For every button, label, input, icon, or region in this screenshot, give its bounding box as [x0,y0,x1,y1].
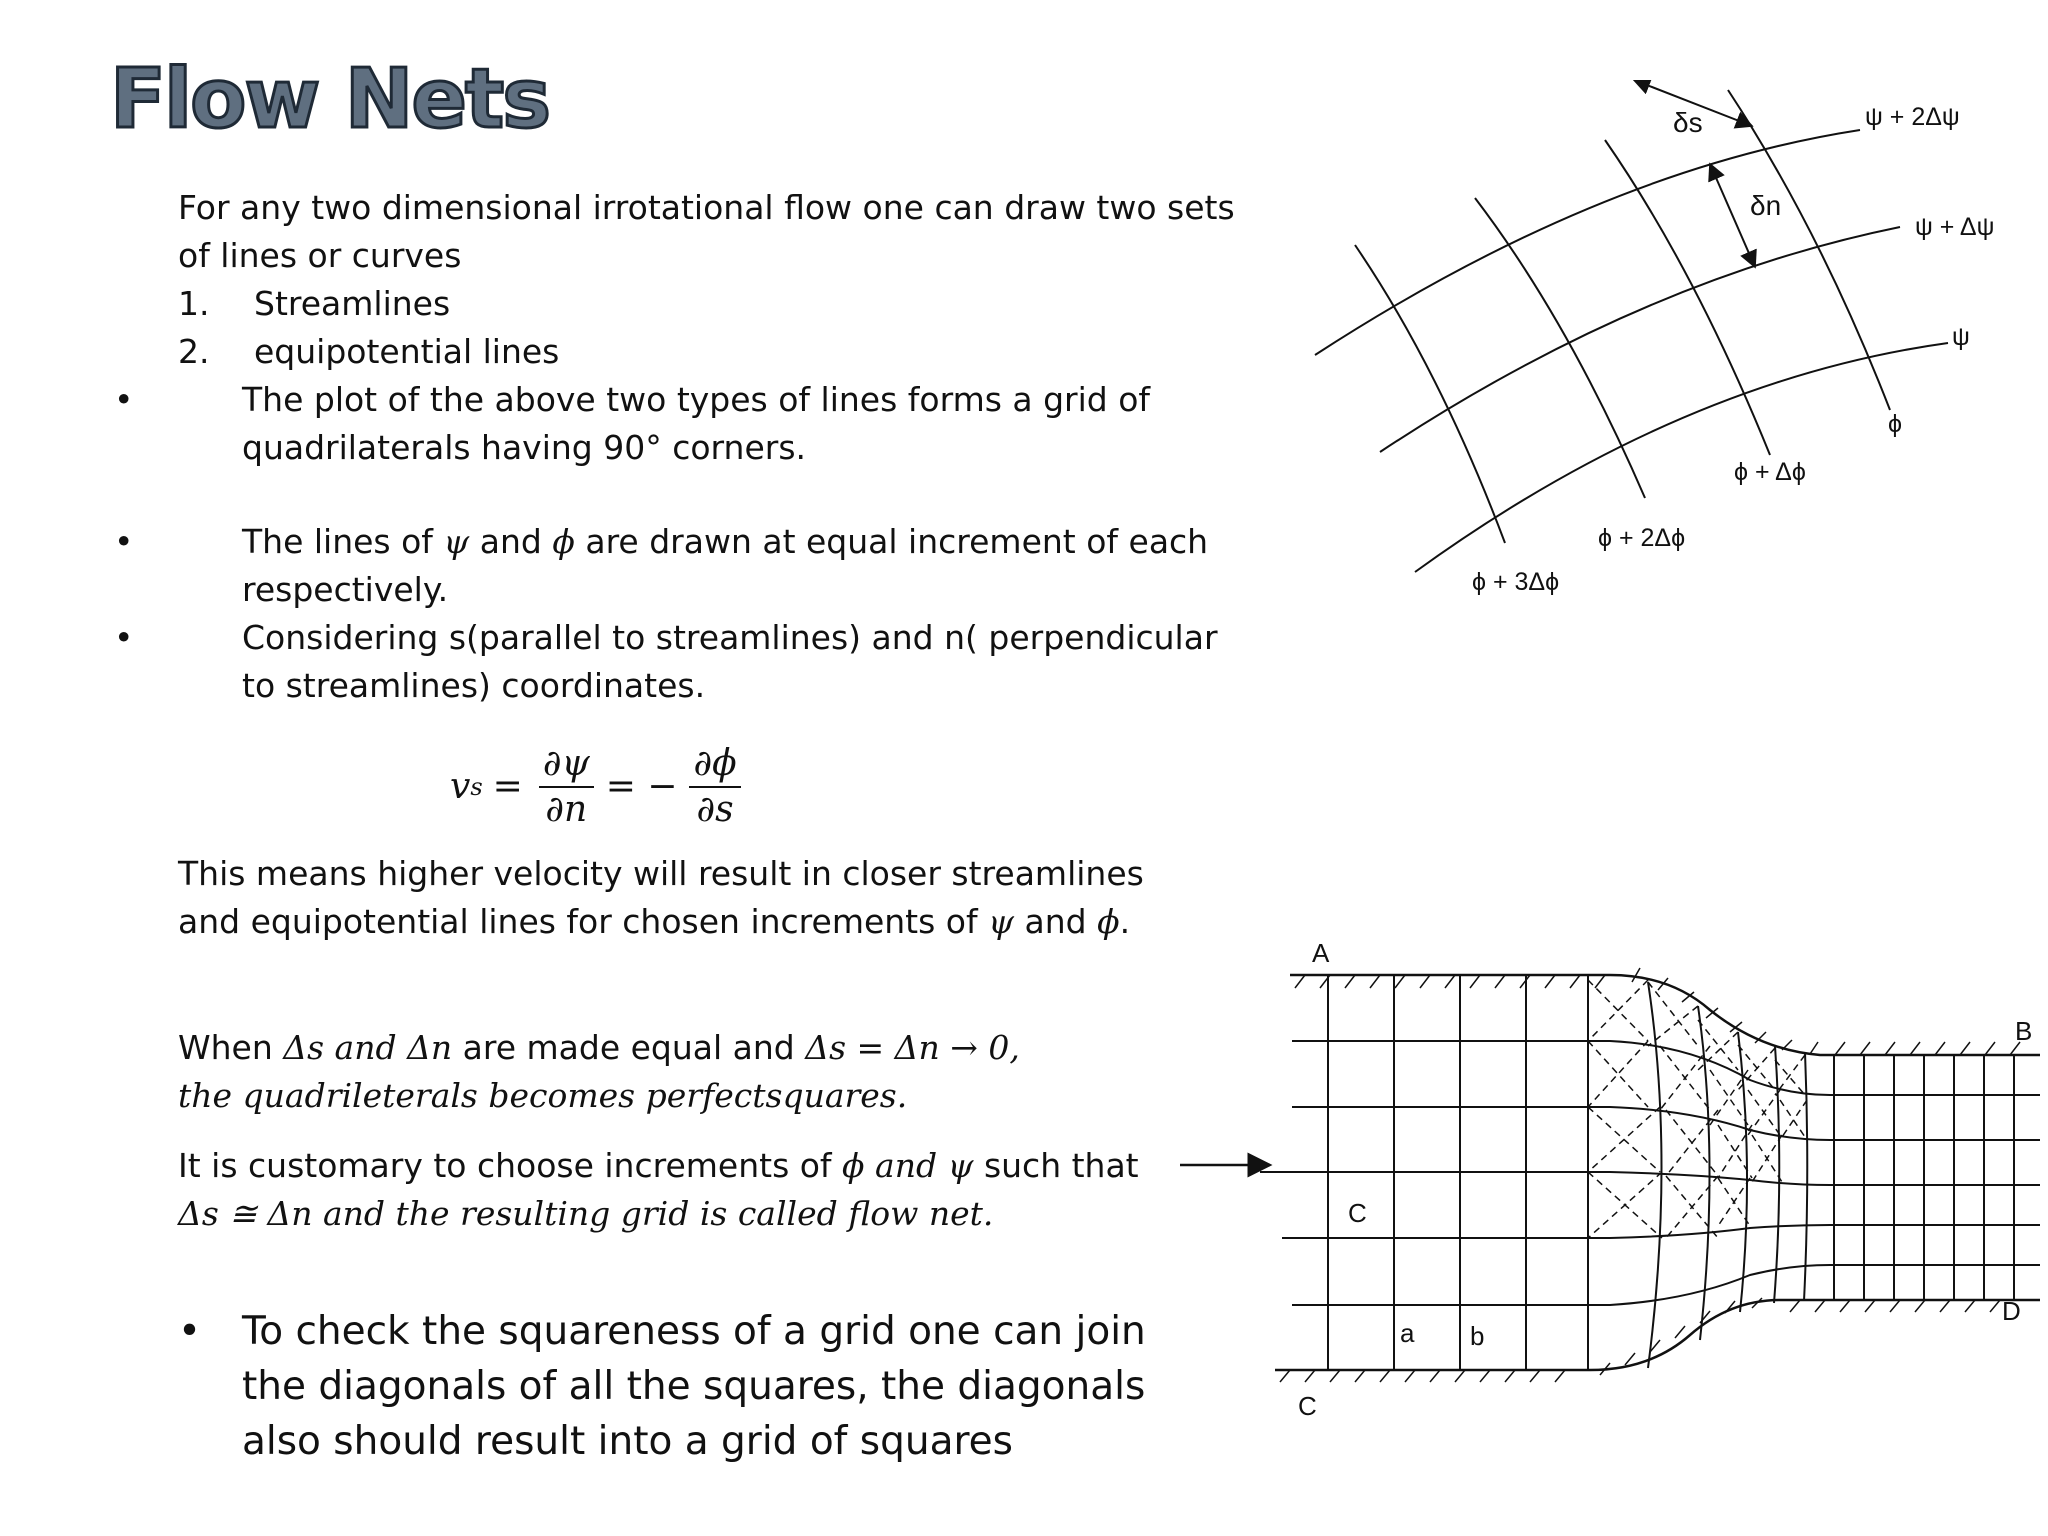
bullet-item [114,518,1218,614]
bullet-3-line-2: to streamlines) coordinates. [242,666,706,705]
intro-line-1: For any two dimensional irrotational flow one can draw two sets [178,188,1235,227]
customary-math: ϕ and ψ [842,1146,974,1185]
equipotential-phi-3 [1355,245,1505,543]
top-wall [1290,975,2040,1055]
fraction-dphi-ds [689,742,740,832]
phi-symbol: ϕ [1097,902,1120,941]
when-text [178,1024,1020,1120]
customary-line-2: Δs ≅ Δn and the resulting grid is called flow net. [178,1194,994,1233]
diagonal-check-lines [1588,980,1807,1238]
check-bullet [178,1304,1146,1469]
streamline [1292,1107,2040,1140]
psi-plus-2-label: ψ + 2Δψ [1865,103,1960,131]
bullet-item [114,614,1218,710]
phi-plus-3-label: ϕ + 3Δϕ [1472,568,1560,596]
fraction-numerator: ∂ψ [539,742,594,788]
psi-label: ψ [1952,323,1970,351]
label-b-lower: b [1470,1321,1485,1351]
fraction-denominator: ∂s [696,789,734,830]
meaning-line-2 [178,898,1144,946]
bullet-2-line-1 [242,518,1218,566]
when-line-2: the quadrileterals becomes perfectsquares. [178,1076,908,1115]
velocity-equation [450,742,747,832]
list-label: equipotential lines [254,332,560,371]
label-a: A [1312,938,1330,968]
fraction-denominator: ∂n [545,789,588,830]
phi-plus-2-label: ϕ + 2Δϕ [1598,524,1686,552]
check-line-1: To check the squareness of a grid one can join [242,1309,1146,1354]
when-line-1 [178,1024,1020,1072]
flow-net-element-diagram [1300,80,2020,620]
customary-line-1 [178,1142,1139,1190]
streamline [1292,1041,2040,1095]
contraction-flow-net-diagram [1170,920,2040,1440]
bullet-item [114,376,1235,472]
when-text-part: When [178,1028,284,1067]
equation-lhs: v [450,766,471,807]
phi-plus-1-label: ϕ + Δϕ [1734,458,1806,486]
bullet-3-line-1: Considering s(parallel to streamlines) and n( perpendicular [242,618,1218,657]
list-number: 1. [178,284,210,323]
customary-text [178,1142,1139,1238]
customary-text-part: It is customary to choose increments of [178,1146,843,1185]
fraction-dpsi-dn [539,742,594,832]
psi-symbol: ψ [988,902,1014,941]
bullet-2-line-2: respectively. [242,570,449,609]
phi-symbol: ϕ [552,522,575,561]
list-number: 2. [178,332,210,371]
intro-line-2: of lines or curves [178,236,462,275]
bullet-marker: • [114,522,134,561]
page-title: Flow Nets [110,52,550,147]
fraction-numerator: ∂ϕ [689,742,740,788]
equation-lhs-subscript: s [470,773,483,801]
label-b: B [2015,1016,2033,1046]
check-line-3: also should result into a grid of squares [242,1419,1013,1464]
label-a-lower: a [1400,1318,1415,1348]
when-math: Δs and Δn [283,1028,453,1067]
bullet-1-line-2: quadrilaterals having 90° corners. [242,428,806,467]
list-item [178,280,1235,328]
equipotential-line [1774,1046,1779,1303]
label-d: D [2002,1296,2021,1326]
bullet-marker: • [114,618,134,657]
bullet-1-line-1: The plot of the above two types of lines forms a grid of [242,380,1151,419]
delta-n-label: δn [1750,190,1782,221]
streamline-psi-2 [1315,130,1860,355]
equals-sign: = [492,766,523,807]
bullet-marker: • [114,380,134,419]
meaning-text-part: and equipotential lines for chosen increments of [178,902,989,941]
meaning-text [178,850,1144,946]
bullet-marker: • [178,1309,202,1354]
equipotential-phi-1 [1605,140,1770,455]
meaning-text-part: and [1014,902,1098,941]
meaning-text-part: . [1119,902,1131,941]
label-c-bottom: C [1298,1391,1317,1421]
delta-n-arrow [1710,164,1755,267]
intro-text [114,184,1235,472]
streamline-psi-1 [1380,227,1903,452]
bullets-block [114,518,1218,710]
customary-text-part: such that [973,1146,1139,1185]
list-item [178,328,1235,376]
check-line-2: the diagonals of all the squares, the diagonals [242,1364,1146,1409]
list-label: Streamlines [254,284,451,323]
psi-symbol: ψ [443,522,470,561]
equals-minus-sign: = − [605,766,678,807]
bottom-wall [1275,1300,2040,1370]
delta-s-label: δs [1673,107,1703,138]
phi-label: ϕ [1888,410,1903,438]
bullet-2-text: and [469,522,553,561]
equipotential-line [1804,1052,1807,1301]
bullet-2-text: are drawn at equal increment of each [574,522,1209,561]
when-math: Δs = Δn → 0, [805,1028,1020,1067]
label-c-top: C [1348,1198,1367,1228]
bullet-2-text: The lines of [242,522,444,561]
when-text-part: are made equal and [452,1028,806,1067]
psi-plus-1-label: ψ + Δψ [1915,213,1995,241]
meaning-line-1: This means higher velocity will result in closer streamlines [178,854,1144,893]
